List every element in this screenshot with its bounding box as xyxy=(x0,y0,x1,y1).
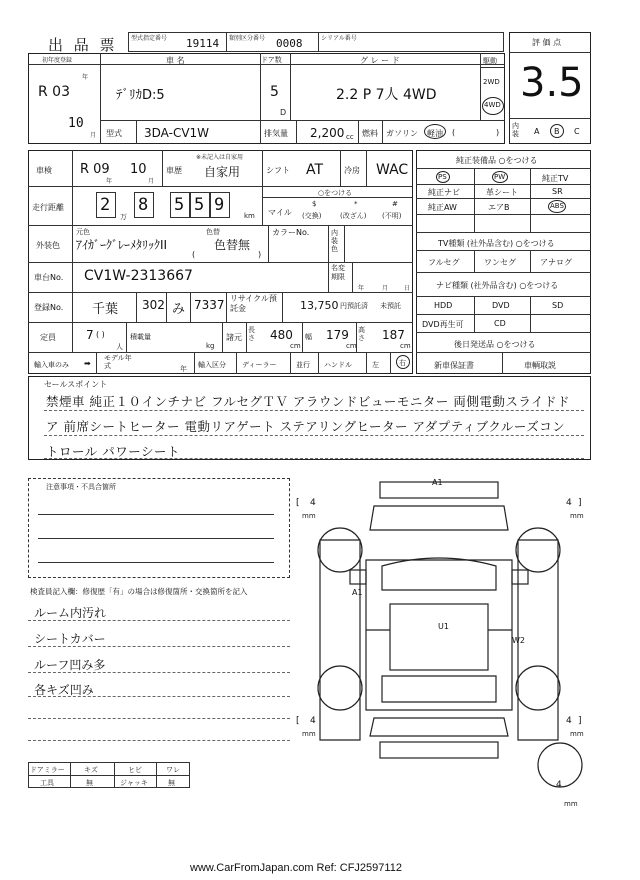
sales-point-label: セールスポイント xyxy=(44,380,108,389)
sales-point-line-2: ア 前席シートヒーター 電動リアゲート ステアリングヒーター アダプティブクルーズコン xyxy=(46,419,566,434)
color-change-value: 色替無 xyxy=(214,238,251,252)
mileage-circle-note: ○をつける xyxy=(318,189,353,197)
equip-aw: 純正AW xyxy=(428,203,457,212)
registration-label: 登録No. xyxy=(34,303,64,312)
registration-kana: み xyxy=(172,302,186,317)
mileage-digit-5: 9 xyxy=(214,195,225,215)
name-change-month: 月 xyxy=(382,285,389,292)
capacity-label: 定員 xyxy=(40,333,56,342)
legend-crack: ヒビ xyxy=(128,766,142,774)
mileage-digit-4: 5 xyxy=(194,195,205,215)
usage-value: 自家用 xyxy=(204,165,241,179)
import-parallel: 並行 xyxy=(296,361,310,369)
tv-fullseg: フルセグ xyxy=(428,258,460,267)
mileage-opt-unknown-sym: # xyxy=(392,200,398,208)
inspector-label: 検査員記入欄：修復歴「有」の場合は修復箇所・交換箇所を記入 xyxy=(30,587,248,596)
registration-region: 千葉 xyxy=(92,302,119,317)
equip-abs: ABS xyxy=(550,202,564,210)
grade-label: グ レ ー ド xyxy=(360,56,400,65)
first-reg-year: R 03 xyxy=(38,84,70,100)
equip-sr: SR xyxy=(552,187,563,196)
usage-label: 車歴 xyxy=(166,166,182,175)
load-label: 積載量 xyxy=(130,333,151,341)
drive-label: 駆動 xyxy=(483,57,497,65)
mileage-opt-tamper-sym: * xyxy=(354,200,358,208)
equip-tv: 純正TV xyxy=(542,174,569,183)
length-unit: cm xyxy=(290,342,301,350)
equip-ps: PS xyxy=(438,173,447,181)
import-dealer: ディーラー xyxy=(242,361,277,369)
footer-watermark: www.CarFromJapan.com Ref: CFJ2597112 xyxy=(190,862,402,874)
drive-4wd: 4WD xyxy=(484,101,501,109)
inspection-label: 車検 xyxy=(36,166,52,175)
equip-airbag: エアB xyxy=(488,203,510,212)
extra-warranty: 新車保証書 xyxy=(434,361,474,370)
nav-dvd: DVD xyxy=(492,301,510,310)
legend-break: ワレ xyxy=(166,766,180,774)
displacement-label: 排気量 xyxy=(264,129,288,138)
equipment-title: 純正装備品 ○をつける xyxy=(456,156,538,165)
mileage-unit: km xyxy=(244,212,255,220)
color-change-label: 色替 xyxy=(206,228,220,236)
doors-value: 5 xyxy=(270,84,279,100)
capacity-value: 7 xyxy=(86,328,94,342)
cert-row xyxy=(128,32,504,52)
sales-point-line-3: トロール パワーシート xyxy=(46,444,180,459)
model-cert-no: 19114 xyxy=(186,37,220,50)
equip-pw: PW xyxy=(494,173,506,181)
recycle-label: リサイクル預託金 xyxy=(230,294,277,313)
fuel-gasoline: ガソリン xyxy=(386,129,418,138)
inspector-line-2: シートカバー xyxy=(34,632,106,646)
first-reg-year-unit: 年 xyxy=(82,74,89,81)
chassis-value: CV1W-2313667 xyxy=(84,268,193,284)
equip-leather: 革シート xyxy=(486,188,518,197)
notes-label: 注意事項・不具合箇所 xyxy=(46,483,116,491)
width-value: 179 xyxy=(326,328,349,342)
interior-b: B xyxy=(554,127,560,136)
inspection-month-unit: 月 xyxy=(148,178,155,185)
nav-hdd: HDD xyxy=(434,301,453,310)
tv-oneseg: ワンセグ xyxy=(484,258,516,267)
mileage-digit-2: 8 xyxy=(138,195,149,215)
tire-rr-unit: mm xyxy=(570,730,584,738)
category-no: 0008 xyxy=(276,37,303,50)
car-name: ﾃﾞﾘｶD:5 xyxy=(116,88,165,103)
tv-analog: アナログ xyxy=(540,258,572,267)
tire-fl-unit: mm xyxy=(302,512,316,520)
displacement-unit: cc xyxy=(346,133,354,141)
interior-color-label: 内装色 xyxy=(331,229,338,253)
model-year-label: モデル年式 xyxy=(104,354,132,370)
mileage-opt-tamper: (改ざん) xyxy=(340,212,367,220)
inspector-line-1: ルーム内汚れ xyxy=(34,606,107,620)
tire-spare-unit: mm xyxy=(564,800,578,808)
tire-spare-value: 4 xyxy=(556,780,562,790)
tire-fl-value: 4 xyxy=(310,498,316,508)
serial-label: シリアル番号 xyxy=(321,35,357,42)
damage-mark-roof: U1 xyxy=(438,622,449,631)
sheet-title: 出 品 票 xyxy=(48,36,118,54)
mileage-opt-exchange: (交換) xyxy=(302,212,322,220)
mileage-digit-1: 2 xyxy=(100,195,111,215)
import-category-label: 輸入区分 xyxy=(198,361,226,369)
legend-jack-value: 無 xyxy=(168,779,175,787)
tv-title: TV種類 (社外品含む) ○をつける xyxy=(438,239,555,248)
mileage-opt-unknown: (不明) xyxy=(382,212,402,220)
color-label: 外装色 xyxy=(36,241,60,250)
mileage-digit-3: 5 xyxy=(174,195,185,215)
inspector-line-3: ルーフ凹み多 xyxy=(34,658,106,672)
displacement-value: 2,200 xyxy=(310,126,345,140)
inspection-year-unit: 年 xyxy=(106,178,113,185)
tire-rl-unit: mm xyxy=(302,730,316,738)
category-label: 類別区分番号 xyxy=(229,35,266,42)
name-change-label: 名変期限 xyxy=(331,264,345,281)
dims-label: 諸元 xyxy=(226,333,242,342)
damage-mark-right: W2 xyxy=(512,636,525,645)
damage-mark-left: A1 xyxy=(352,588,363,597)
fuel-label: 燃料 xyxy=(362,129,378,138)
extra-manual: 車輌取説 xyxy=(524,361,556,370)
inspection-year: R 09 xyxy=(80,162,110,177)
nav-cd: CD xyxy=(494,319,506,328)
shift-label: シフト xyxy=(266,166,290,175)
model-type: 3DA-CV1W xyxy=(144,126,210,140)
legend-jack: ジャッキ xyxy=(120,779,148,787)
car-name-label: 車 名 xyxy=(166,56,185,65)
inspector-line-4: 各キズ凹み xyxy=(34,683,94,697)
doors-label: ドア数 xyxy=(261,56,282,64)
length-label: 長さ xyxy=(248,326,255,342)
ac-value: WAC xyxy=(376,162,409,178)
tire-rl-value: 4 xyxy=(310,716,316,726)
shift-value: AT xyxy=(306,162,324,178)
legend-tools: 工具 xyxy=(40,779,54,787)
height-label: 高さ xyxy=(358,326,365,342)
orig-color-label: 元色 xyxy=(76,228,90,236)
load-unit: kg xyxy=(206,342,215,350)
interior-a: A xyxy=(534,127,540,136)
car-damage-diagram xyxy=(290,470,590,810)
first-reg-month: 10 xyxy=(68,116,84,131)
damage-mark-hood: A1 xyxy=(432,478,443,487)
equip-nav: 純正ナビ xyxy=(428,188,460,197)
interior-label: 内装 xyxy=(512,122,519,138)
drive-2wd: 2WD xyxy=(483,78,500,86)
import-label: 輸入車のみ xyxy=(34,361,69,369)
registration-class: 302 xyxy=(142,298,165,312)
nav-title: ナビ種類 (社外品含む) ○をつける xyxy=(436,281,559,290)
recycle-unit: 円預託済 xyxy=(340,302,368,310)
height-unit: cm xyxy=(400,342,411,350)
capacity-unit: 人 xyxy=(116,343,123,351)
recycle-amount: 13,750 xyxy=(300,299,339,312)
tire-fl-open: [ xyxy=(296,498,300,508)
color-no-label: カラーNo. xyxy=(272,228,310,237)
registration-number: 7337 xyxy=(194,298,225,312)
inspection-month: 10 xyxy=(130,162,147,177)
orig-color-value: ｱｲｶﾞｰｸﾞﾚｰﾒﾀﾘｯｸII xyxy=(76,238,168,252)
legend-door-mirror: ドアミラー xyxy=(30,766,65,774)
sales-point-line-1: 禁煙車 純正１０インチナビ フルセグＴＶ アラウンドビューモニター 両側電動スライドド xyxy=(46,394,571,409)
handle-label: ハンドル xyxy=(324,361,352,369)
model-cert-label: 型式指定番号 xyxy=(131,35,168,42)
recycle-status: 未預託 xyxy=(380,302,401,310)
tire-fr-value: 4 xyxy=(566,498,572,508)
first-reg-month-unit: 月 xyxy=(90,132,97,139)
mileage-man-unit: 万 xyxy=(120,213,127,221)
handle-right: 右 xyxy=(399,359,406,367)
model-year-unit: 年 xyxy=(180,365,187,373)
notes-box xyxy=(28,478,290,578)
first-reg-label: 初年度登録 xyxy=(42,57,73,64)
mileage-opt-mile: マイル xyxy=(268,208,292,217)
legend-tools-value: 無 xyxy=(86,779,93,787)
width-unit: cm xyxy=(346,342,357,350)
legend-scratch: キズ xyxy=(84,766,98,774)
model-type-label: 型式 xyxy=(106,129,122,138)
nav-dvd-play: DVD再生可 xyxy=(422,320,464,329)
nav-sd: SD xyxy=(552,301,564,310)
height-value: 187 xyxy=(382,328,405,342)
tire-fr-unit: mm xyxy=(570,512,584,520)
handle-left: 左 xyxy=(372,361,379,369)
name-change-day: 日 xyxy=(404,285,411,292)
name-change-year: 年 xyxy=(358,285,365,292)
interior-c: C xyxy=(574,127,580,136)
tire-rr-value: 4 xyxy=(566,716,572,726)
extra-title: 後日発送品 ○をつける xyxy=(454,340,536,349)
usage-note: ※未記入は自家用 xyxy=(196,154,244,161)
ac-label: 冷房 xyxy=(344,166,360,175)
fuel-diesel: 軽油 xyxy=(427,129,443,138)
length-value: 480 xyxy=(270,328,293,342)
score-value: 3.5 xyxy=(520,60,584,106)
score-label: 評 価 点 xyxy=(532,38,562,47)
mileage-label: 走行距離 xyxy=(32,203,64,212)
width-label: 幅 xyxy=(305,333,312,341)
grade-value: 2.2 P 7人 4WD xyxy=(336,87,437,103)
mileage-opt-exchange-sym: $ xyxy=(312,200,317,208)
door-type: D xyxy=(280,108,287,117)
chassis-label: 車台No. xyxy=(34,273,64,282)
